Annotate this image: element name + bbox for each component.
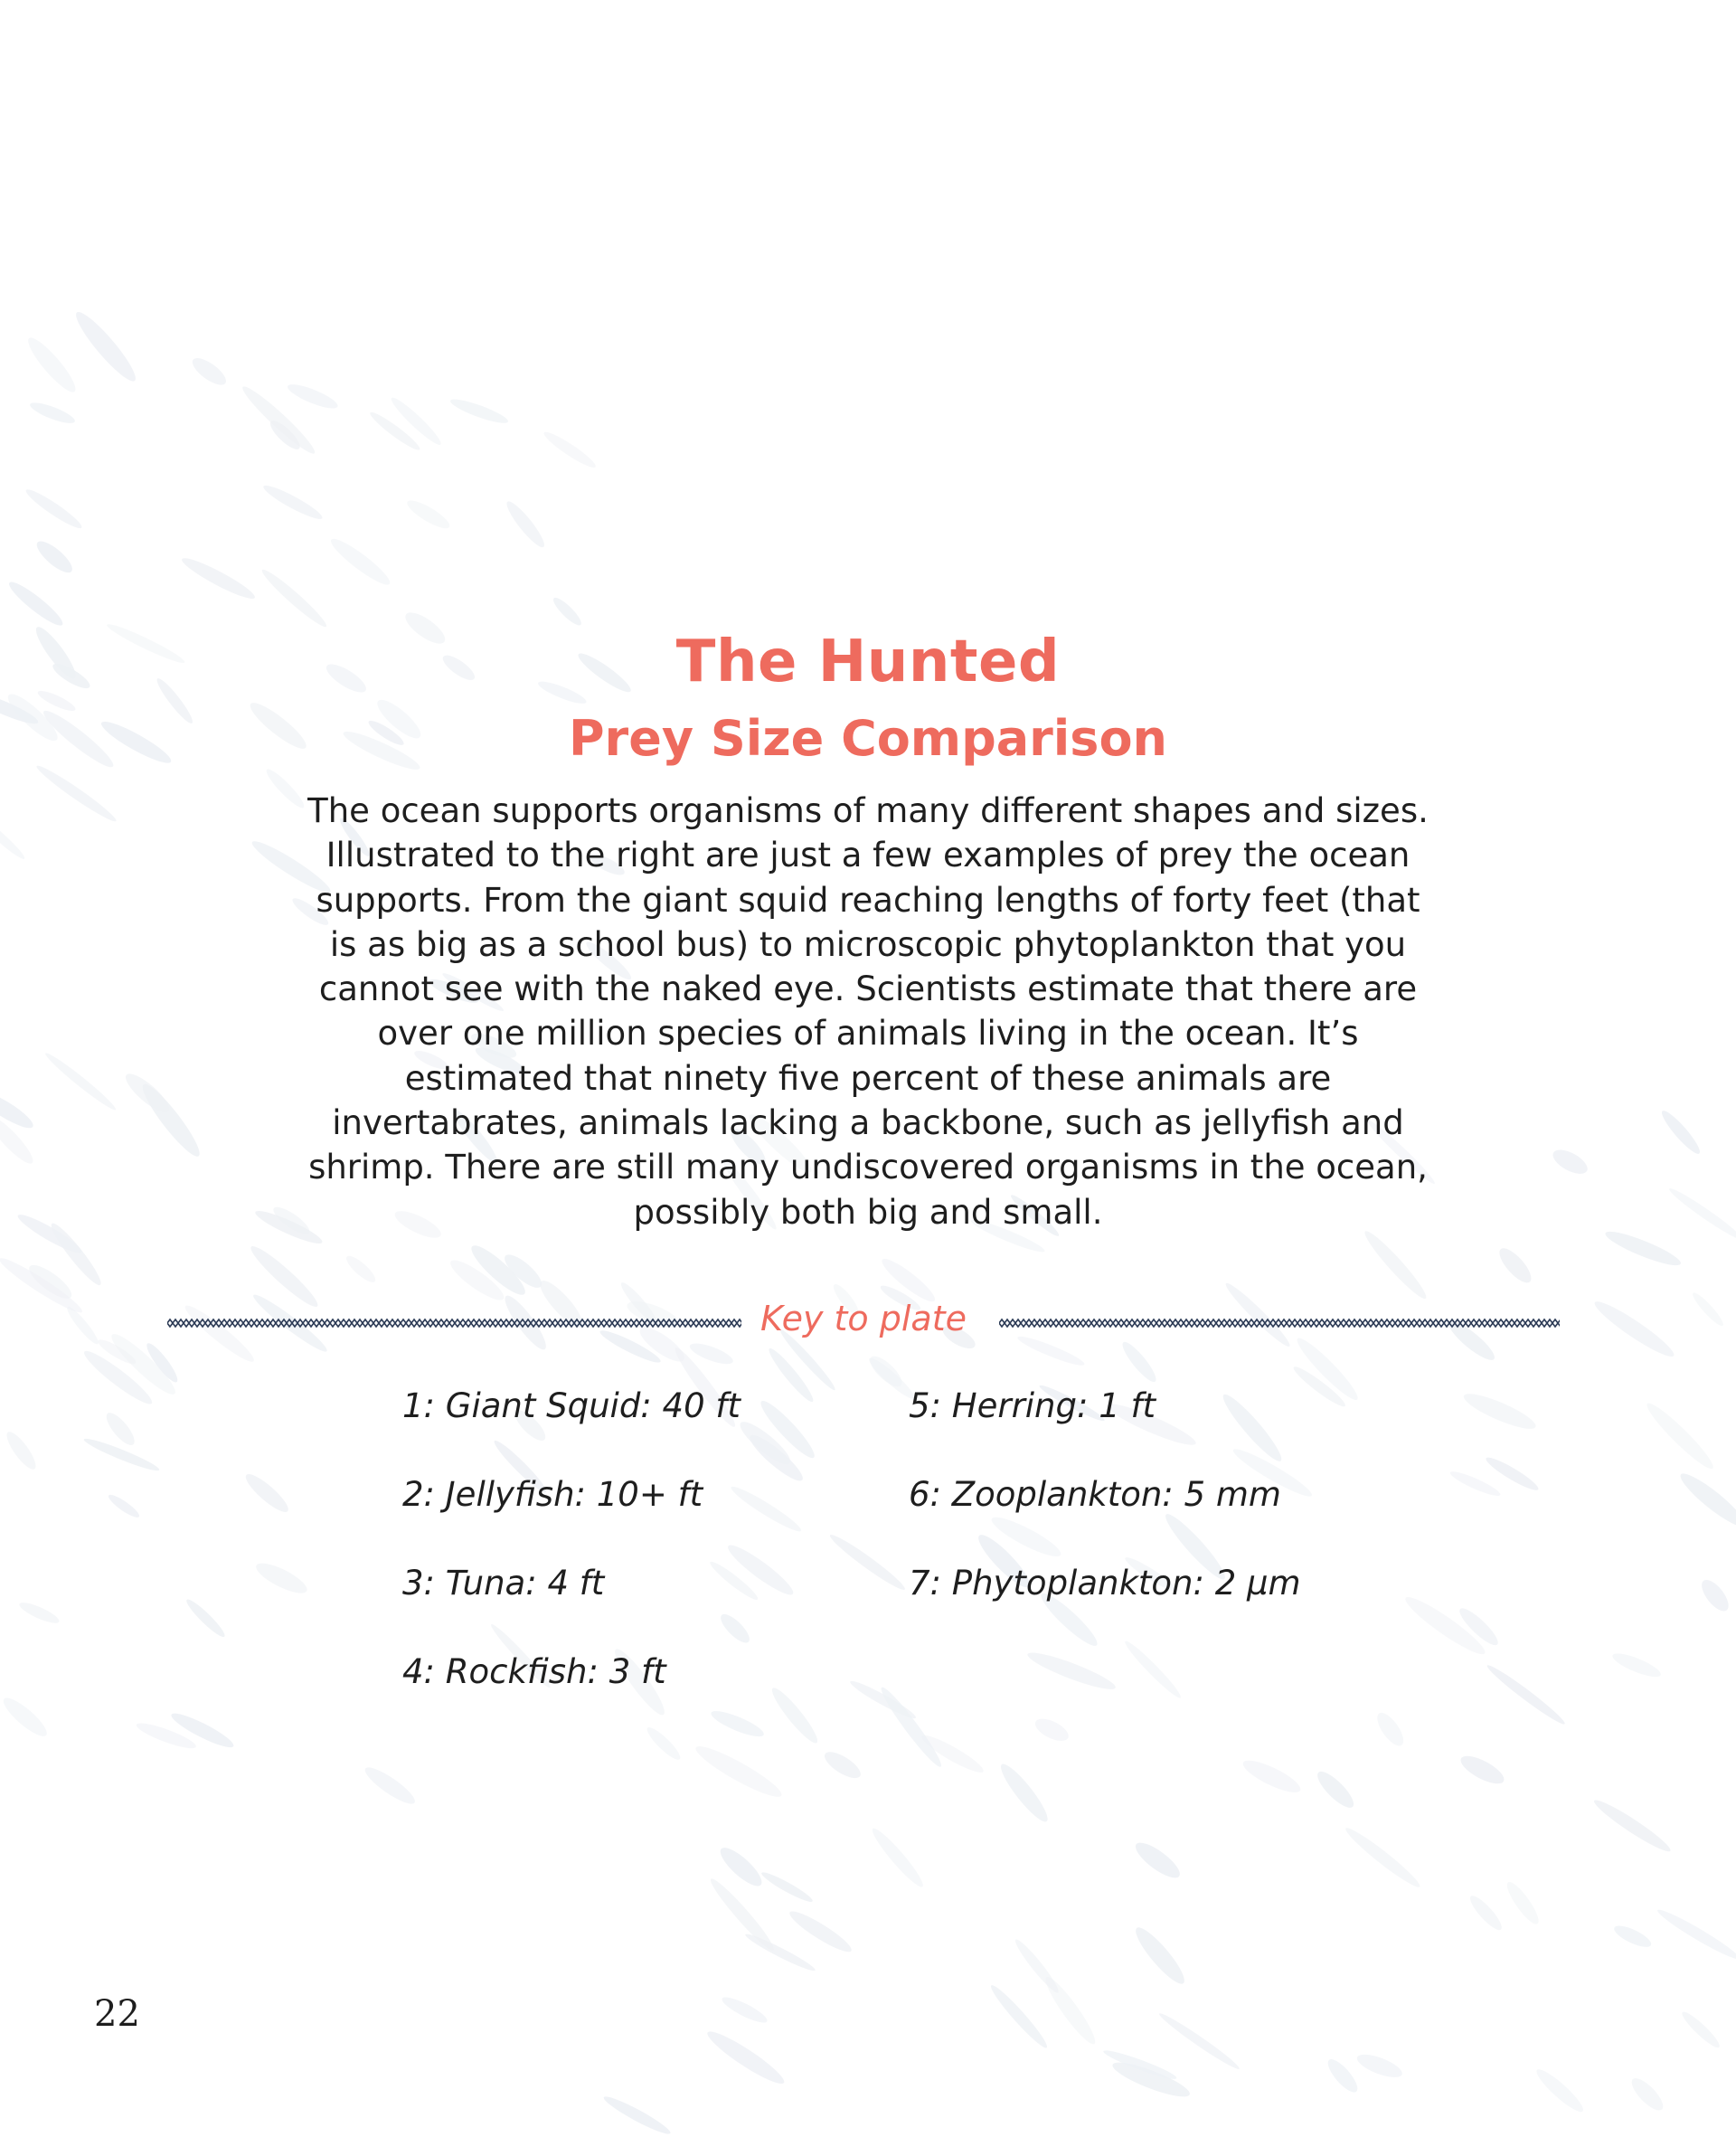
body-paragraph: The ocean supports organisms of many different shapes and sizes. Illustrated to the right are just a few examples of prey the ocean supports. From the giant squid reaching lengths of forty feet (that is as big as a school bus) to microscopic phytoplankton that you cannot see with the naked eye. Scientists estimate that there are over one million species of animals living in the ocean. It’s estimated that ninety five percent of these animals are invertabrates, animals lacking a backbone, such as jellyfish and shrimp. There are still many undiscovered organisms in the ocean, possibly both big and small. xyxy=(307,791,1429,1232)
key-item-jellyfish: 2: Jellyfish: 10+ ft xyxy=(402,1475,703,1514)
key-list xyxy=(402,1384,1397,1709)
page-number: 22 xyxy=(94,1993,140,2035)
key-item-zooplankton: 6: Zooplankton: 5 mm xyxy=(909,1475,1281,1514)
zigzag-divider-right xyxy=(999,1316,1560,1330)
key-item-herring: 5: Herring: 1 ft xyxy=(909,1386,1156,1425)
page-subtitle: Prey Size Comparison xyxy=(568,710,1167,767)
key-item-rockfish: 4: Rockfish: 3 ft xyxy=(402,1652,666,1691)
key-item-tuna: 3: Tuna: 4 ft xyxy=(402,1564,605,1603)
key-to-plate-heading: Key to plate xyxy=(760,1299,967,1338)
page-title: The Hunted xyxy=(675,629,1061,695)
key-item-phytoplankton: 7: Phytoplankton: 2 µm xyxy=(909,1564,1301,1603)
key-item-giant-squid: 1: Giant Squid: 40 ft xyxy=(402,1386,741,1425)
key-divider xyxy=(167,1291,1560,1346)
